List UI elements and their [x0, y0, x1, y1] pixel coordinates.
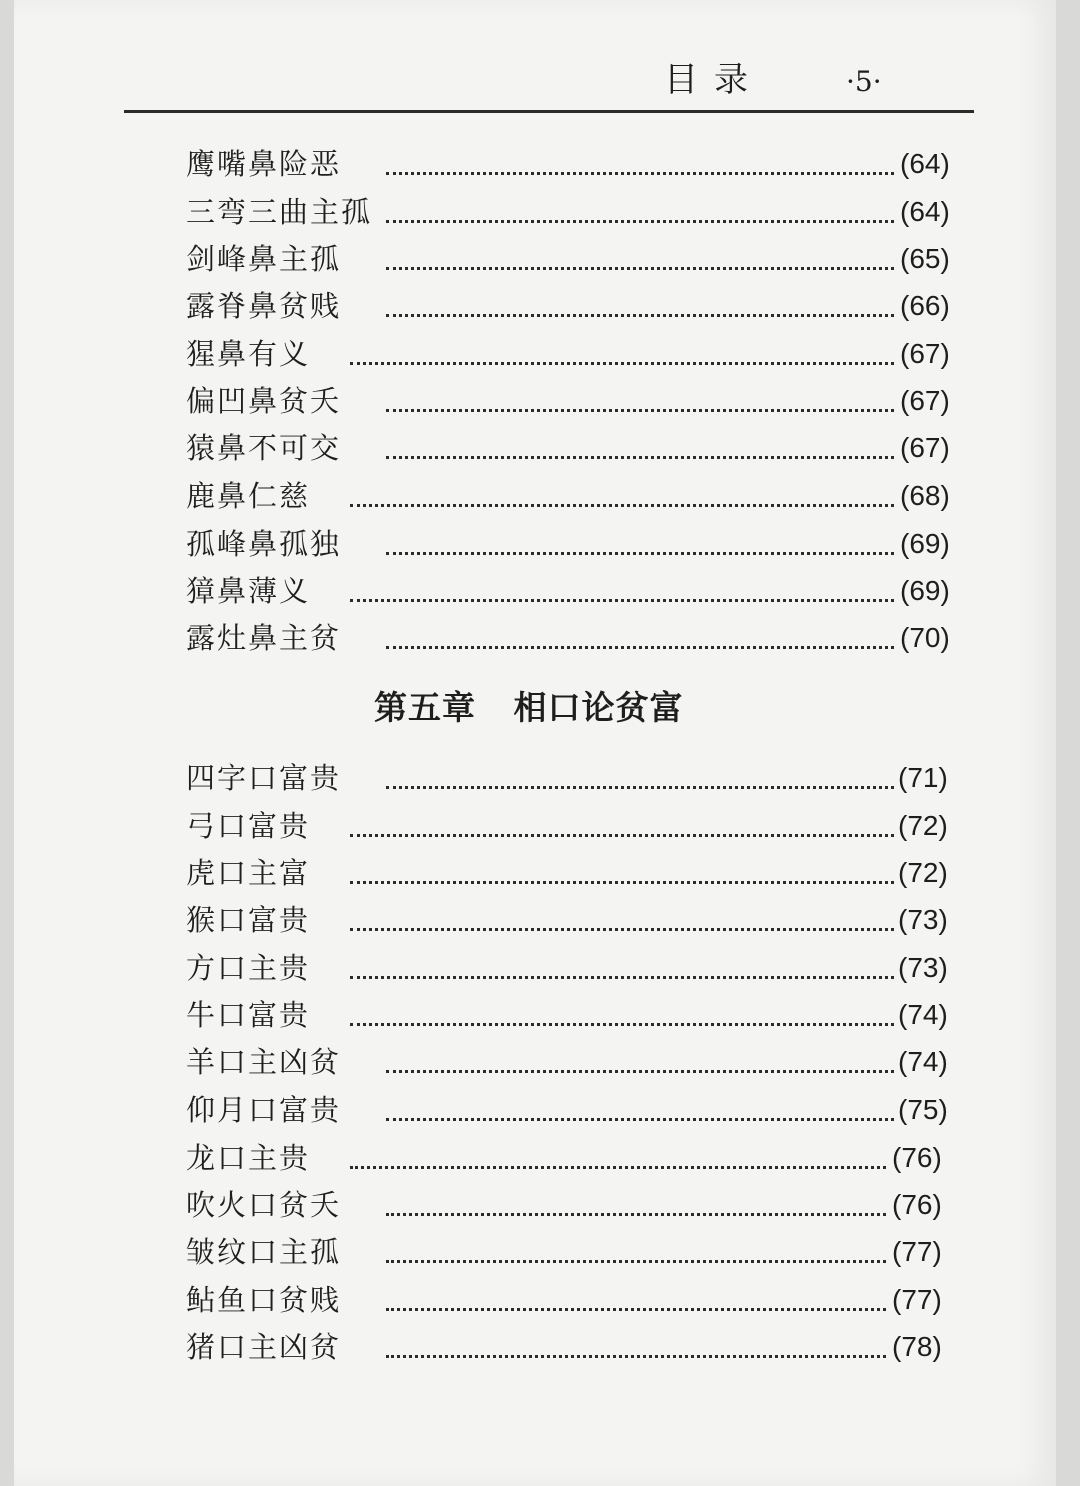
- toc-leader-dots: [386, 1288, 886, 1311]
- toc-entry-title: 四字口富贵: [186, 761, 342, 795]
- toc-entry: [14, 1090, 1056, 1130]
- toc-entry-title: 猴口富贵: [186, 903, 311, 937]
- toc-entry-title: 露脊鼻贫贱: [186, 289, 342, 323]
- toc-entry-title: 猪口主凶贫: [186, 1330, 342, 1364]
- toc-leader-dots: [386, 200, 894, 223]
- toc-entry-page: (72): [898, 857, 948, 888]
- toc-entry-title: 虎口主富: [186, 856, 311, 890]
- toc-entry-page: (69): [900, 575, 950, 606]
- toc-entry: [14, 1138, 1056, 1178]
- toc-entry-page: (78): [892, 1331, 942, 1362]
- toc-entry: [14, 476, 1056, 516]
- toc-entry-title: 方口主贵: [186, 951, 311, 985]
- toc-leader-dots: [386, 1335, 886, 1358]
- toc-entry: [14, 618, 1056, 658]
- toc-entry: [14, 428, 1056, 468]
- toc-leader-dots: [350, 861, 894, 884]
- toc-entry: [14, 239, 1056, 279]
- toc-entry-title: 龙口主贵: [186, 1141, 311, 1175]
- toc-entry-page: (74): [898, 999, 948, 1030]
- toc-entry-title: 鹰嘴鼻险恶: [186, 147, 342, 181]
- toc-entry-page: (67): [900, 385, 950, 416]
- toc-entry-title: 剑峰鼻主孤: [186, 242, 342, 276]
- toc-entry-page: (64): [900, 148, 950, 179]
- toc-entry: [14, 524, 1056, 564]
- toc-entry-title: 鹿鼻仁慈: [186, 479, 311, 513]
- toc-entry: [14, 758, 1056, 798]
- toc-leader-dots: [386, 436, 894, 459]
- toc-entry-title: 露灶鼻主贫: [186, 621, 342, 655]
- toc-leader-dots: [350, 814, 894, 837]
- toc-leader-dots: [350, 1003, 894, 1026]
- toc-entry: [14, 1185, 1056, 1225]
- toc-entry-page: (73): [898, 904, 948, 935]
- toc-leader-dots: [386, 766, 894, 789]
- toc-entry-title: 孤峰鼻孤独: [186, 527, 342, 561]
- toc-entry-title: 吹火口贫夭: [186, 1188, 342, 1222]
- toc-leader-dots: [386, 294, 894, 317]
- toc-leader-dots: [386, 1240, 886, 1263]
- toc-leader-dots: [350, 579, 894, 602]
- toc-entry-page: (68): [900, 480, 950, 511]
- toc-entry-page: (76): [892, 1142, 942, 1173]
- toc-entry-page: (66): [900, 290, 950, 321]
- toc-leader-dots: [386, 1098, 894, 1121]
- toc-entry-page: (75): [898, 1094, 948, 1125]
- toc-entry-title: 鲇鱼口贫贱: [186, 1283, 342, 1317]
- toc-entry: [14, 571, 1056, 611]
- toc-leader-dots: [350, 342, 894, 365]
- toc-leader-dots: [350, 484, 894, 507]
- toc-entry-page: (73): [898, 952, 948, 983]
- toc-entry-title: 皱纹口主孤: [186, 1235, 342, 1269]
- toc-entry-title: 猿鼻不可交: [186, 431, 342, 465]
- toc-entry-page: (76): [892, 1189, 942, 1220]
- toc-entry-title: 仰月口富贵: [186, 1093, 342, 1127]
- toc-entry: [14, 948, 1056, 988]
- toc-entry-page: (77): [892, 1284, 942, 1315]
- toc-entry-title: 弓口富贵: [186, 809, 311, 843]
- toc-entry: [14, 334, 1056, 374]
- toc-entry-page: (71): [898, 762, 948, 793]
- toc-leader-dots: [350, 956, 894, 979]
- toc-entry-page: (67): [900, 432, 950, 463]
- toc-entry-title: 獐鼻薄义: [186, 574, 311, 608]
- toc-leader-dots: [386, 532, 894, 555]
- toc-entry-page: (74): [898, 1046, 948, 1077]
- toc-leader-dots: [350, 1146, 886, 1169]
- toc-entry: [14, 853, 1056, 893]
- toc-entry: [14, 900, 1056, 940]
- toc-entry-page: (77): [892, 1236, 942, 1267]
- toc-leader-dots: [386, 247, 894, 270]
- chapter-heading: 第五章 相口论贫富: [374, 688, 684, 727]
- toc-entry-page: (65): [900, 243, 950, 274]
- toc-leader-dots: [386, 389, 894, 412]
- toc-entry-title: 羊口主凶贫: [186, 1045, 342, 1079]
- page-header: [124, 58, 974, 110]
- toc-entry-page: (67): [900, 338, 950, 369]
- toc-entry-page: (69): [900, 528, 950, 559]
- toc-entry: [14, 381, 1056, 421]
- book-page: [14, 0, 1056, 1486]
- toc-entry: [14, 1327, 1056, 1367]
- toc-entry-page: (72): [898, 810, 948, 841]
- header-page-number: ·5·: [846, 65, 882, 98]
- header-rule: [124, 110, 974, 113]
- header-title: 目录: [664, 60, 764, 100]
- toc-entry: [14, 995, 1056, 1035]
- toc-entry-title: 三弯三曲主孤: [186, 195, 373, 229]
- toc-leader-dots: [386, 152, 894, 175]
- toc-leader-dots: [386, 1050, 894, 1073]
- toc-entry: [14, 192, 1056, 232]
- toc-leader-dots: [386, 626, 894, 649]
- toc-leader-dots: [386, 1193, 886, 1216]
- toc-entry-title: 偏凹鼻贫夭: [186, 384, 342, 418]
- toc-entry-title: 猩鼻有义: [186, 337, 311, 371]
- toc-entry: [14, 806, 1056, 846]
- toc-entry: [14, 1042, 1056, 1082]
- toc-entry: [14, 144, 1056, 184]
- toc-entry-page: (64): [900, 196, 950, 227]
- toc-leader-dots: [350, 908, 894, 931]
- toc-entry-page: (70): [900, 622, 950, 653]
- toc-entry: [14, 1232, 1056, 1272]
- toc-entry: [14, 1280, 1056, 1320]
- toc-entry: [14, 286, 1056, 326]
- toc-entry-title: 牛口富贵: [186, 998, 311, 1032]
